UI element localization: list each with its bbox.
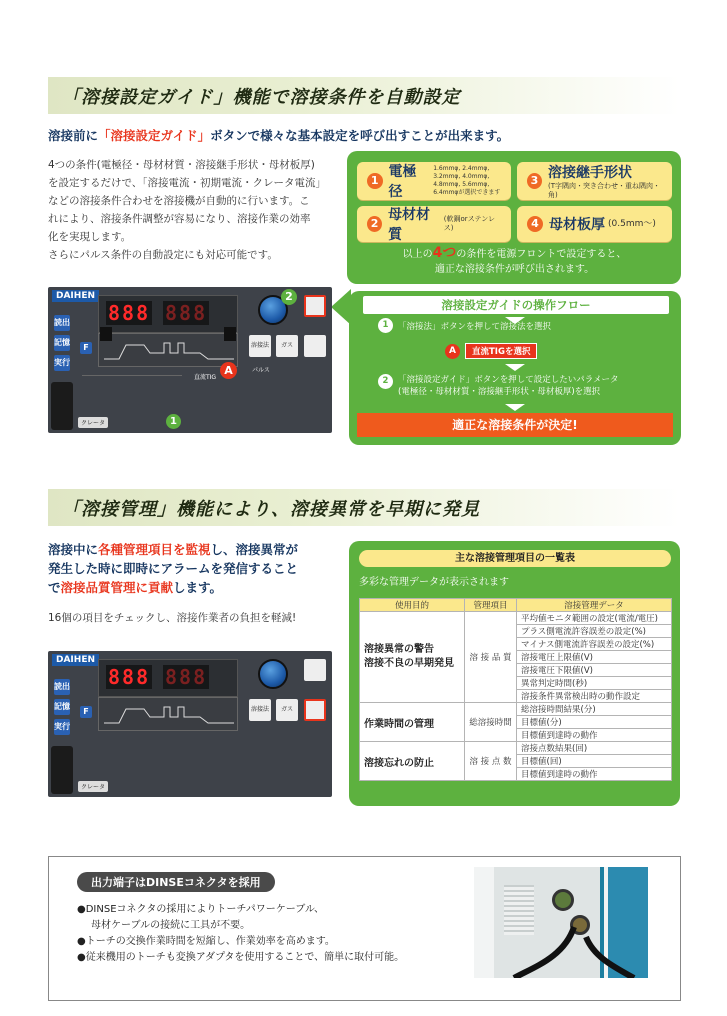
table-row xyxy=(360,612,672,625)
lead-suffix: ボタンで様々な基本設定を呼び出すことが出来ます。 xyxy=(210,128,510,143)
condition-summary xyxy=(357,246,672,277)
data-cell: 溶接電圧上限値(V) xyxy=(517,651,672,664)
voltage-display: 888 xyxy=(165,301,208,325)
condition-note: (T字隅肉・突き合わせ・重ね隅肉・角) xyxy=(547,182,660,199)
management-table xyxy=(359,598,672,781)
waveform-icon xyxy=(104,703,234,727)
control-panel-image xyxy=(48,287,332,433)
flow-step-a-text: 直流TIGを選択 xyxy=(465,343,537,359)
table-header-row xyxy=(360,599,672,612)
pulse-label: パルス xyxy=(252,367,270,374)
condition-label: 溶接継手形状 xyxy=(547,165,632,181)
read-button: 読出 xyxy=(54,315,70,331)
flow-arrow xyxy=(331,289,351,325)
waveform-icon xyxy=(104,339,234,363)
lead-part: 溶接中に xyxy=(48,542,99,557)
lead-highlight: 「溶接設定ガイド」 xyxy=(98,128,211,143)
paragraph-line: れにより、溶接条件調整が容易になり、溶接作業の効率 xyxy=(48,213,311,225)
guide-button xyxy=(304,295,326,317)
data-cell: マイナス側電流許容誤差の設定(%) xyxy=(517,638,672,651)
lead-prefix: 溶接前に xyxy=(48,128,99,143)
memory-button: 記憶 xyxy=(54,699,70,715)
f-button: F xyxy=(80,342,92,354)
marker-2-icon: 2 xyxy=(281,289,297,305)
knob xyxy=(258,659,288,689)
flow-step1-text: 「溶接法」ボタンを押して溶接法を選択 xyxy=(398,321,552,332)
header-cell: 管理項目 xyxy=(465,599,517,612)
dc-tig-label: 直流TIG xyxy=(194,374,217,381)
table-row xyxy=(360,703,672,716)
crater-button: クレータ xyxy=(78,417,108,428)
control-panel-image-2 xyxy=(48,651,332,797)
summary-part: 以上の xyxy=(402,249,433,260)
data-cell: 溶接電圧下限値(V) xyxy=(517,664,672,677)
guide-button-2 xyxy=(304,335,326,357)
data-cell: 総溶接時間結果(分) xyxy=(517,703,672,716)
cable-icon xyxy=(474,907,648,978)
torch-icon xyxy=(51,382,73,430)
flow-result: 適正な溶接条件が決定! xyxy=(357,413,673,437)
item-cell: 総溶接時間 xyxy=(465,703,517,742)
data-cell: 目標値到達時の動作 xyxy=(517,768,672,781)
current-display: 888 xyxy=(108,665,151,689)
data-cell: 目標値(分) xyxy=(517,716,672,729)
condition-note: 1.6mmφ, 2.4mmφ, 3.2mmφ, 4.0mmφ, 4.8mmφ, 5.6mmφ, 6.4mmφが選択できます xyxy=(433,165,501,196)
condition-material xyxy=(357,206,511,242)
condition-number: 1 xyxy=(367,173,383,189)
crater-button: クレータ xyxy=(78,781,108,792)
read-button: 読出 xyxy=(54,679,70,695)
section2-sub: 16個の項目をチェックし、溶接作業者の負担を軽減! xyxy=(48,612,297,624)
condition-label: 電極径 xyxy=(388,164,417,200)
header-cell: 使用目的 xyxy=(360,599,465,612)
lead-part: します。 xyxy=(173,580,223,595)
gas-button: ガス xyxy=(276,335,298,357)
paragraph-line: 化を実現します。 xyxy=(48,231,132,243)
flow-down-arrow xyxy=(505,364,525,371)
data-cell: 目標値到達時の動作 xyxy=(517,729,672,742)
table-row xyxy=(360,742,672,755)
lead-highlight: 溶接品質管理に貢献 xyxy=(60,580,174,595)
management-button xyxy=(304,699,326,721)
brand-logo: DAIHEN xyxy=(52,654,99,666)
header-cell: 溶接管理データ xyxy=(517,599,672,612)
purpose-text: 溶接不良の早期発見 xyxy=(364,658,454,669)
purpose-text: 溶接異常の警告 xyxy=(364,644,434,655)
purpose-cell: 溶接忘れの防止 xyxy=(360,742,465,781)
method-button: 溶接法 xyxy=(249,699,271,721)
item-cell: 溶 接 点 数 xyxy=(465,742,517,781)
right-arrow-button xyxy=(224,327,236,341)
lead-part: 発生した時に即時にアラームを発信すること xyxy=(48,561,299,576)
table-caption: 多彩な管理データが表示されます xyxy=(359,577,509,588)
bullet-icon: ● xyxy=(77,936,86,947)
section2-title: 「溶接管理」機能により、溶接異常を早期に発見 xyxy=(62,498,480,520)
flow-step2-text: 「溶接設定ガイド」ボタンを押して設定したいパラメータ xyxy=(398,375,619,385)
dinse-connector-photo xyxy=(474,867,648,978)
section1-title-banner xyxy=(48,77,680,114)
flow-step1 xyxy=(378,318,551,333)
bullet-text: 母材ケーブルの接続に工具が不要。 xyxy=(91,920,251,931)
condition-note: (0.5mm〜) xyxy=(608,218,656,229)
section2-lead xyxy=(48,540,338,597)
paragraph-line: などの溶接条件合わせを溶接機が自動的に行います。こ xyxy=(48,195,310,207)
paragraph-line: 4つの条件(電極径・母材材質・溶接継手形状・母材板厚) xyxy=(48,159,315,171)
section1-title: 「溶接設定ガイド」機能で溶接条件を自動設定 xyxy=(62,86,461,108)
bullet-icon: ● xyxy=(77,952,86,963)
data-cell: 異常判定時間(秒) xyxy=(517,677,672,690)
exec-button: 実行 xyxy=(54,355,70,371)
data-cell: 平均値モニタ範囲の設定(電流/電圧) xyxy=(517,612,672,625)
flow-step2-text: (電極径・母材材質・溶接継手形状・母材板厚)を選択 xyxy=(398,387,601,397)
data-cell: 目標値(回) xyxy=(517,755,672,768)
flow-down-arrow xyxy=(505,404,525,411)
brand-logo: DAIHEN xyxy=(52,290,99,302)
section1-lead xyxy=(48,126,688,144)
condition-note: (軟鋼orステンレス) xyxy=(443,215,496,232)
lead-part: し、溶接異常が xyxy=(210,542,299,557)
current-display: 888 xyxy=(108,301,151,325)
lead-highlight: 各種管理項目を監視 xyxy=(98,542,211,557)
flow-step2 xyxy=(378,374,619,398)
condition-joint xyxy=(517,162,672,200)
item-cell: 溶 接 品 質 xyxy=(465,612,517,703)
condition-number: 3 xyxy=(527,173,542,189)
data-cell: 溶接点数結果(回) xyxy=(517,742,672,755)
condition-electrode xyxy=(357,162,511,200)
marker-1-icon: 1 xyxy=(166,414,181,429)
purpose-cell xyxy=(360,612,465,703)
data-cell: プラス側電流許容誤差の設定(%) xyxy=(517,625,672,638)
bullet-text: DINSEコネクタの採用によりトーチパワーケーブル、 xyxy=(85,904,325,915)
flow-step-a xyxy=(445,343,537,359)
voltage-display: 888 xyxy=(165,665,208,689)
marker-a-icon: A xyxy=(220,362,237,379)
summary-highlight: 4つ xyxy=(432,245,457,261)
purpose-cell: 作業時間の管理 xyxy=(360,703,465,742)
condition-label: 母材板厚 xyxy=(549,217,605,233)
condition-thickness xyxy=(517,206,672,242)
section3-title: 出力端子はDINSEコネクタを採用 xyxy=(77,872,275,892)
left-arrow-button xyxy=(100,327,112,341)
paragraph-line: さらにパルス条件の自動設定にも対応可能です。 xyxy=(48,249,278,261)
step-number-icon: 1 xyxy=(378,318,393,333)
torch-icon xyxy=(51,746,73,794)
summary-part: 適正な溶接条件が呼び出されます。 xyxy=(434,264,595,275)
marker-a-icon: A xyxy=(445,344,460,359)
data-cell: 溶接条件異常検出時の動作設定 xyxy=(517,690,672,703)
section3-bullets xyxy=(77,902,447,966)
step-number-icon: 2 xyxy=(378,374,393,389)
gas-button: ガス xyxy=(276,699,298,721)
table-title: 主な溶接管理項目の一覧表 xyxy=(359,550,671,567)
summary-part: の条件を電源フロントで設定すると、 xyxy=(456,249,627,260)
bullet-icon: ● xyxy=(77,904,86,915)
condition-label: 母材材質 xyxy=(388,207,431,243)
guide-button xyxy=(304,659,326,681)
method-button: 溶接法 xyxy=(249,335,271,357)
memory-button: 記憶 xyxy=(54,335,70,351)
condition-number: 4 xyxy=(527,216,543,232)
paragraph-line: を設定するだけで、「溶接電流・初期電流・クレータ電流」 xyxy=(48,177,327,189)
condition-number: 2 xyxy=(367,216,382,232)
bullet-text: 従来機用のトーチも変換アダプタを使用することで、簡単に取付可能。 xyxy=(85,952,405,963)
f-button: F xyxy=(80,706,92,718)
section2-title-banner xyxy=(48,489,680,526)
bullet-text: トーチの交換作業時間を短縮し、作業効率を高めます。 xyxy=(85,936,335,947)
section1-paragraph xyxy=(48,156,338,264)
exec-button: 実行 xyxy=(54,719,70,735)
lead-part: で xyxy=(48,580,61,595)
flow-title: 溶接設定ガイドの操作フロー xyxy=(363,296,669,314)
